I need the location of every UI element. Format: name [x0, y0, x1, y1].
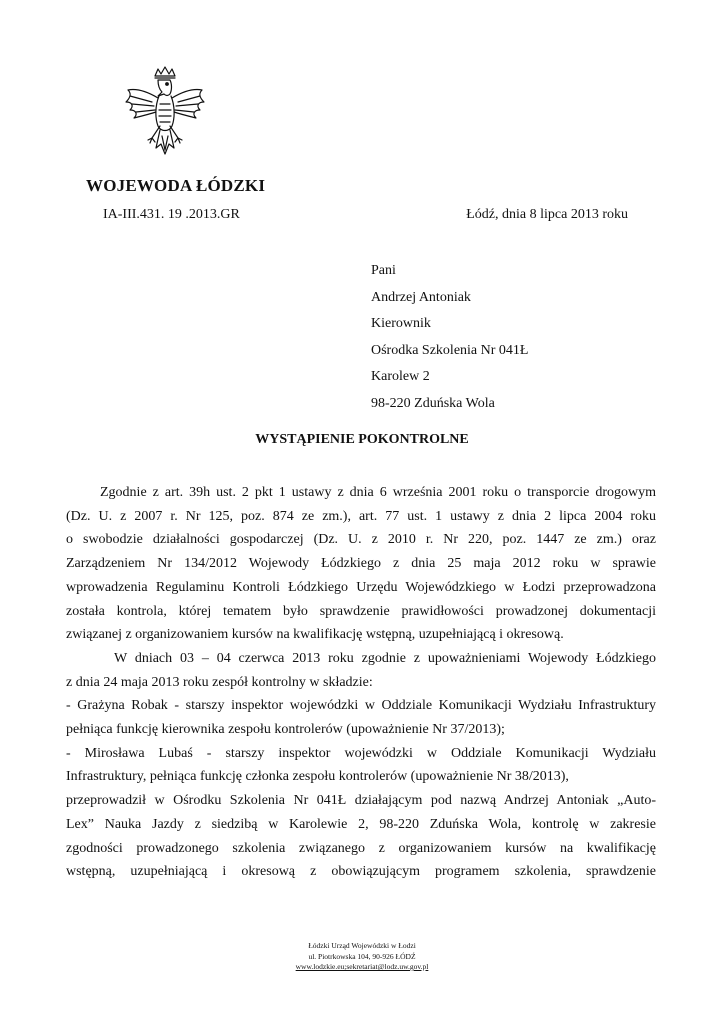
recipient-line: 98-220 Zduńska Wola: [371, 395, 495, 411]
text-line: - Grażyna Robak - starszy inspektor wojewódzki w Oddziale Komunikacji Wydziału Infrastruktury: [66, 698, 656, 714]
authority-name: WOJEWODA ŁÓDZKI: [86, 176, 266, 195]
text-line: W dniach 03 – 04 czerwca 2013 roku zgodnie z upoważnieniami Wojewody Łódzkiego: [114, 650, 656, 666]
polish-white-eagle-emblem-icon: [122, 66, 208, 162]
reference-number: IA-III.431. 19 .2013.GR: [103, 207, 240, 222]
text-line: Zarządzeniem Nr 134/2012 Wojewody Łódzkiego z dnia 25 maja 2012 roku w sprawie: [66, 556, 656, 572]
recipient-address: [371, 258, 528, 417]
text-line: z dnia 24 maja 2013 roku zespół kontrolny w składzie:: [66, 674, 373, 690]
footer-address: ul. Piotrkowska 104, 90-926 ŁÓDŹ: [308, 951, 416, 961]
text-line: (Dz. U. z 2007 r. Nr 125, poz. 874 ze zm.), art. 77 ust. 1 ustawy z dnia 2 lipca 2004 roku: [66, 508, 656, 524]
place-and-date: Łódź, dnia 8 lipca 2013 roku: [466, 207, 628, 222]
text-line: - Mirosława Lubaś - starszy inspektor wojewódzki w Oddziale Komunikacji Wydziału: [66, 745, 656, 761]
team-member-1: [66, 694, 656, 741]
text-line: wstępną, uzupełniającą i okresową z obowiązującym programem szkolenia, sprawdzenie: [66, 864, 656, 880]
recipient-line: Karolew 2: [371, 369, 430, 384]
page-footer: [0, 941, 724, 973]
footer-links[interactable]: www.lodzkie.eu;sekretariat@lodz.uw.gov.pl: [295, 962, 429, 971]
recipient-line: Ośrodka Szkolenia Nr 041Ł: [371, 342, 529, 358]
recipient-line: Pani: [371, 263, 396, 278]
footer-office: Łódzki Urząd Wojewódzki w Łodzi: [308, 941, 416, 950]
text-line: przeprowadził w Ośrodku Szkolenia Nr 041Ł działającym pod nazwą Andrzej Antoniak „Auto-: [66, 793, 656, 809]
document-body: [66, 481, 656, 884]
text-line: o swobodzie działalności gospodarczej (Dz. U. z 2010 r. Nr 220, poz. 1447 ze zm.) oraz: [66, 532, 656, 548]
text-line: zgodności prowadzonego szkolenia związanego z organizowaniem kursów na kwalifikację: [66, 840, 656, 856]
text-line: wprowadzenia Regulaminu Kontroli Łódzkiego Urzędu Wojewódzkiego w Łodzi przeprowadzona: [66, 579, 656, 595]
text-line: została kontrola, której tematem było sprawdzenie prawidłowości prowadzonej dokumentacji: [66, 603, 656, 619]
text-line: pełniąca funkcję kierownika zespołu kontrolerów (upoważnienie Nr 37/2013);: [66, 722, 505, 738]
paragraph-inspection-dates: [66, 647, 656, 694]
paragraph-inspection-scope: [66, 789, 656, 884]
text-line: Infrastruktury, pełniąca funkcję członka zespołu kontrolerów (upoważnienie Nr 38/2013),: [66, 769, 569, 785]
document-title: WYSTĄPIENIE POKONTROLNE: [255, 432, 469, 447]
recipient-line: Kierownik: [371, 316, 431, 331]
recipient-line: Andrzej Antoniak: [371, 289, 471, 305]
team-member-2: [66, 742, 656, 789]
paragraph-legal-basis: [66, 481, 656, 647]
text-line: związanej z organizowaniem kursów na kwalifikację wstępną, uzupełniającą i okresową.: [66, 627, 564, 643]
text-line: Lex” Nauka Jazdy z siedzibą w Karolewie 2, 98-220 Zduńska Wola, kontrolę w zakresie: [66, 816, 656, 832]
text-line: Zgodnie z art. 39h ust. 2 pkt 1 ustawy z dnia 6 września 2001 roku o transporcie drogowym: [100, 485, 656, 500]
